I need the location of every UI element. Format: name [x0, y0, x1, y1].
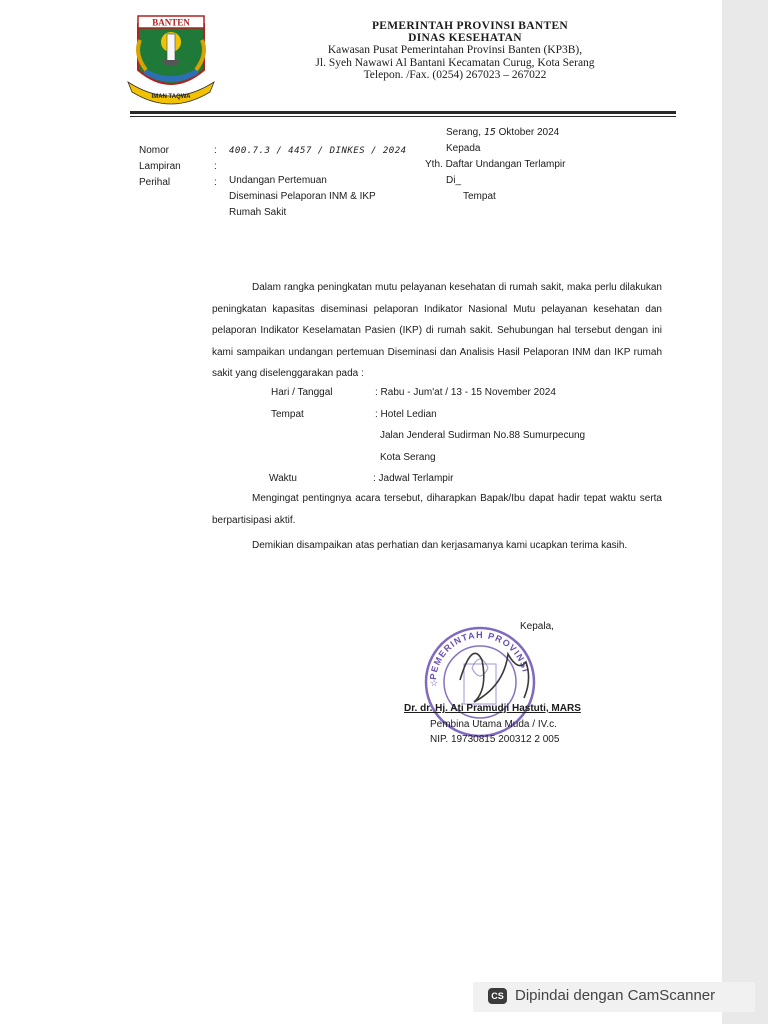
signatory-rank: Pembina Utama Muda / IV.c.	[430, 719, 557, 730]
recipient-di: Di_	[446, 175, 462, 186]
nomor-value	[229, 143, 407, 159]
date-month-year: Oktober 2024	[498, 127, 560, 138]
tempat-label: Tempat	[271, 408, 304, 420]
alamat-line-1: Jalan Jenderal Sudirman No.88 Sumurpecung	[380, 430, 586, 441]
camscanner-watermark	[473, 982, 755, 1012]
signatory-name: Dr. dr. Hj. Ati Pramudji Hastuti, MARS	[404, 703, 581, 714]
event-detail-values	[375, 382, 585, 490]
tempat-value: : Hotel Ledian	[375, 408, 437, 420]
letterhead-divider-thin	[130, 116, 676, 117]
recipient-yth: Yth. Daftar Undangan Terlampir	[425, 159, 566, 170]
event-detail-labels	[271, 382, 333, 490]
letter-date	[425, 125, 565, 141]
alamat-line-2: Kota Serang	[380, 451, 436, 463]
letterhead-divider-thick	[130, 111, 676, 114]
camscanner-icon: CS	[488, 988, 507, 1004]
banten-coat-of-arms-logo	[124, 10, 218, 106]
logo-bottom-text: IMAN TAQWA	[151, 94, 191, 100]
hari-value: : Rabu - Jum'at / 13 - 15 November 2024	[375, 387, 556, 398]
lampiran-label: Lampiran	[139, 161, 181, 172]
nomor-handwritten: 400.7.3 / 4457 / DINKES / 2024	[229, 146, 407, 156]
letterhead-address-2: Jl. Syeh Nawawi Al Bantani Kecamatan Curug, Kota Serang	[315, 56, 595, 69]
letterhead-government: PEMERINTAH PROVINSI BANTEN	[371, 20, 569, 32]
perihal-line-1: Undangan Pertemuan	[229, 175, 327, 186]
stamp-text: PEMERINTAH PROVINSI	[427, 629, 531, 681]
date-recipient-block	[425, 125, 565, 205]
date-place: Serang,	[446, 127, 482, 138]
lampiran-colon: :	[214, 161, 217, 172]
meta-colons	[214, 143, 217, 191]
nomor-label: Nomor	[139, 145, 170, 156]
letter-closing	[212, 488, 662, 557]
blank-label-1	[271, 425, 333, 447]
letterhead	[230, 20, 680, 82]
nomor-colon: :	[214, 145, 217, 156]
letterhead-agency: DINAS KESEHATAN	[408, 32, 522, 44]
body-paragraph-1: Dalam rangka peningkatan mutu pelayanan kesehatan di rumah sakit, maka perlu dilakukan peningkatan kapasitas diseminasi pelaporan Indikator Nasional Mutu pelayanan kesehatan dan pelaporan Indikator Keselamatan Pasien (IKP) di rumah sakit. Sehubungan hal tersebut dengan ini kami sampaikan undangan pertemuan Diseminasi dan Analisis Hasil Pelaporan INM dan IKP rumah sakit yang diselenggarakan pada :	[212, 282, 662, 379]
closing-paragraph-2: Demikian disampaikan atas perhatian dan kerjasamanya kami ucapkan terima kasih.	[252, 540, 628, 551]
perihal-colon: :	[214, 177, 217, 188]
signatory-nip: NIP. 19730815 200312 2 005	[430, 734, 560, 745]
letterhead-address-1: Kawasan Pusat Pemerintahan Provinsi Banten (KP3B),	[327, 44, 583, 56]
kepada-label: Kepada	[446, 143, 481, 154]
perihal-value	[229, 173, 376, 221]
blank-label-2	[271, 447, 333, 469]
waktu-label: Waktu	[269, 473, 297, 484]
letter-body	[212, 277, 662, 385]
date-day-handwritten: 15	[483, 127, 496, 138]
stamp-star-left: ☆	[430, 678, 439, 688]
hari-label: Hari / Tanggal	[271, 387, 333, 398]
signatory-title: Kepala,	[520, 621, 554, 632]
camscanner-text: Dipindai dengan CamScanner	[515, 987, 716, 1004]
recipient-tempat: Tempat	[463, 191, 496, 202]
closing-paragraph-1: Mengingat pentingnya acara tersebut, diharapkan Bapak/Ibu dapat hadir tepat waktu serta berpartisipasi aktif.	[212, 493, 662, 526]
perihal-line-2: Diseminasi Pelaporan INM & IKP	[229, 191, 376, 202]
meta-labels	[139, 143, 199, 191]
waktu-value: : Jadwal Terlampir	[373, 473, 454, 484]
perihal-line-3: Rumah Sakit	[229, 207, 287, 218]
perihal-label: Perihal	[139, 177, 171, 188]
logo-top-text: BANTEN	[152, 17, 190, 28]
letterhead-phone: Telepon. /Fax. (0254) 267023 – 267022	[363, 69, 547, 81]
